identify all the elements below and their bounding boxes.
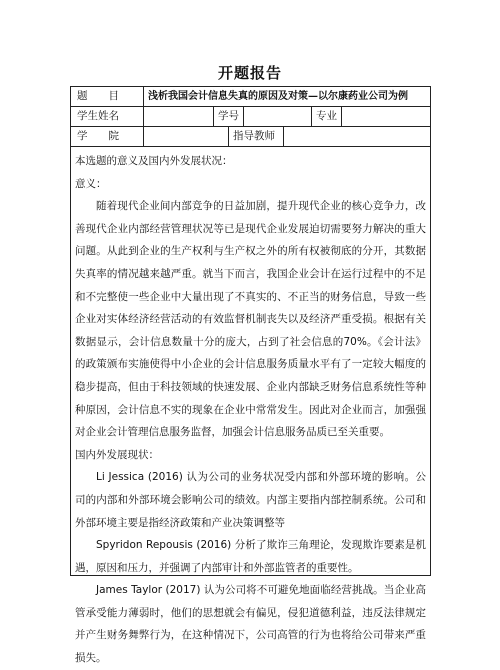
significance-paragraph: 随着现代企业间内部竞争的日益加剧，提升现代企业的核心竞争力，改善现代企业内部经营管理状况等已是现代企业发展迫切需要努力解决的重大问题。从此到企业的生产权利与生产权之外的所有权被彻底的分开，其数据失真率的情况越来越严重。就当下而言，我国企业会计在运行过程中的不足和不完整使一些企业中大量出现了不真实的、不正当的财务信息，导致一些企业对实体经济经营活动的有效监督机制丧失以及经济严重受损。根据有关数据显示，会计信息数量十分的庞大，占到了社会信息的70%。《会计法》的政策颁布实施使得中小企业的会计信息服务质量水平有了一定较大幅度的稳步提高，但由于科技领域的快速发展、企业内部缺乏财务信息系统性等种种原因，会计信息不实的现象在企业中常常发生。因此对企业而言，加强强对企业会计管理信息服务监督，加强会计信息服务品质已至关重要。 — [75, 200, 426, 439]
student-id-label: 学号 — [213, 107, 243, 126]
paragraph-li-jessica: Li Jessica (2016) 认为公司的业务状况受内部和外部环境的影响。公司的内部和外部环境会影响公司的绩效。内部主要指内部控制系统。公司和外部环境主要是指经济政策和产业决策调整等 — [75, 471, 426, 529]
significance-label: 意义： — [75, 177, 107, 190]
topic-value[interactable]: 浅析我国会计信息失真的原因及对策—以尔康药业公司为例 — [143, 87, 432, 106]
topic-row — [71, 87, 430, 107]
paragraph-james-taylor: James Taylor (2017) 认为公司将不可避免地面临经营挑战。当企业高管承受能力薄弱时，他们的思想就会有偏见，侵犯道德利益，违反法律规定并产生财务舞弊行为，在这种情况下，公司高管的行为也将给公司带来严重损失。 — [75, 584, 426, 665]
major-value[interactable] — [341, 107, 432, 126]
student-row — [71, 107, 430, 127]
major-label: 专业 — [311, 107, 341, 126]
paragraph-spyridon: Spyridon Repousis (2016) 分析了欺诈三角理论，发现欺诈要素是机遇，原因和压力，并强调了内部审计和外部监管者的重要性。 — [75, 539, 426, 574]
student-id-value[interactable] — [243, 107, 311, 126]
college-row — [71, 127, 430, 147]
section-heading: 本选题的意义及国内外发展状况： — [75, 155, 233, 167]
proposal-body — [71, 147, 430, 670]
student-name-label: 学生姓名 — [77, 110, 119, 122]
advisor-label: 指导教师 — [228, 127, 283, 146]
domestic-status-label: 国内外发展现状： — [75, 448, 159, 461]
college-value[interactable] — [143, 127, 228, 146]
proposal-form — [70, 86, 431, 665]
college-label: 学 院 — [77, 130, 119, 142]
page-title: 开题报告 — [217, 64, 282, 82]
advisor-value[interactable] — [283, 127, 432, 146]
topic-label: 题 目 — [77, 90, 119, 102]
student-name-value[interactable] — [143, 107, 213, 126]
